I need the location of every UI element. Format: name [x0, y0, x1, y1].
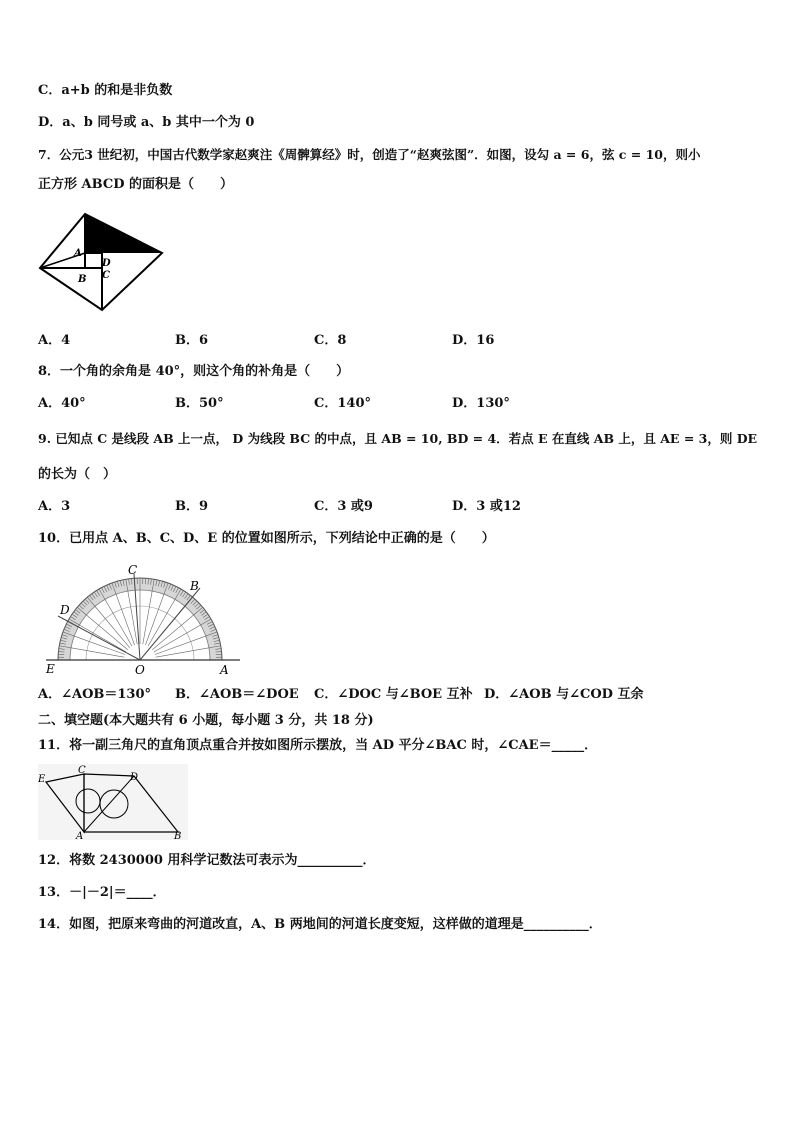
q7-stem-line1: 7．公元3 世纪初，中国古代数学家赵爽注《周髀算经》时，创造了“赵爽弦图”．如图，设勾 a = 6，弦 c = 10，则小 — [38, 147, 701, 162]
label-a: A — [76, 831, 84, 840]
q7-stem-line2: 正方形 ABCD 的面积是（ ） — [38, 177, 233, 192]
label-d: D — [130, 772, 139, 783]
q7-option-c: C．8 — [314, 333, 347, 348]
q6-option-d: D．a、b 同号或 a、b 其中一个为 0 — [38, 115, 255, 130]
label-c: C — [102, 270, 110, 281]
q10-option-d: D．∠AOB 与∠COD 互余 — [484, 687, 644, 702]
label-b: B — [190, 579, 199, 593]
q7-option-d: D．16 — [452, 333, 495, 348]
section2-title: 二、填空题(本大题共有 6 小题，每小题 3 分，共 18 分) — [38, 713, 374, 728]
label-d: D — [60, 603, 70, 617]
q9-option-c: C．3 或9 — [314, 499, 373, 514]
q11-stem: 11．将一副三角尺的直角顶点重合并按如图所示摆放，当 AD 平分∠BAC 时，∠CAE＝_____． — [38, 738, 598, 753]
small-square-abcd — [85, 253, 102, 268]
q9-stem-line2: 的长为（ ） — [38, 467, 117, 482]
protractor-figure — [40, 560, 250, 680]
q7-option-b: B．6 — [175, 333, 209, 348]
chord-label: 弦(c) — [110, 218, 131, 227]
zhao-shuang-figure — [38, 208, 166, 318]
q9-option-b: B．9 — [175, 499, 209, 514]
q10-stem: 10．已用点 A、B、C、D、E 的位置如图所示，下列结论中正确的是（ ） — [38, 531, 495, 546]
q13-stem: 13．－|－2|＝____． — [38, 885, 166, 900]
label-e: E — [38, 774, 46, 785]
q12-stem: 12．将数 2430000 用科学记数法可表示为__________． — [38, 853, 376, 868]
q8-option-b: B．50° — [175, 396, 224, 411]
label-c: C — [128, 563, 138, 577]
q9-stem-line1: 9. 已知点 C 是线段 AB 上一点， D 为线段 BC 的中点，且 AB = 10, BD = 4．若点 E 在直线 AB 上，且 AE = 3，则 DE — [38, 431, 758, 446]
q8-option-d: D．130° — [452, 396, 510, 411]
q6-option-c: C．a+b 的和是非负数 — [38, 83, 173, 98]
label-d: D — [102, 258, 111, 269]
q10-option-b: B．∠AOB＝∠DOE — [175, 687, 299, 702]
label-a: A — [220, 663, 229, 677]
q8-option-a: A．40° — [38, 396, 86, 411]
label-b: B — [78, 274, 87, 285]
label-e: E — [46, 662, 55, 676]
q10-option-a: A．∠AOB＝130° — [38, 687, 152, 702]
q10-option-c: C．∠DOC 与∠BOE 互补 — [314, 687, 473, 702]
q7-option-a: A．4 — [38, 333, 71, 348]
q9-option-a: A．3 — [38, 499, 71, 514]
label-o: O — [135, 663, 145, 677]
q8-option-c: C．140° — [314, 396, 371, 411]
q8-stem: 8．一个角的余角是 40°，则这个角的补角是（ ） — [38, 364, 350, 379]
label-a: A — [74, 248, 82, 259]
triangle-rulers-figure — [38, 764, 188, 840]
q14-stem: 14．如图，把原来弯曲的河道改直，A、B 两地间的河道长度变短，这样做的道理是__________． — [38, 917, 602, 932]
q9-option-d: D．3 或12 — [452, 499, 521, 514]
label-c: C — [78, 765, 86, 776]
label-b: B — [174, 831, 182, 840]
